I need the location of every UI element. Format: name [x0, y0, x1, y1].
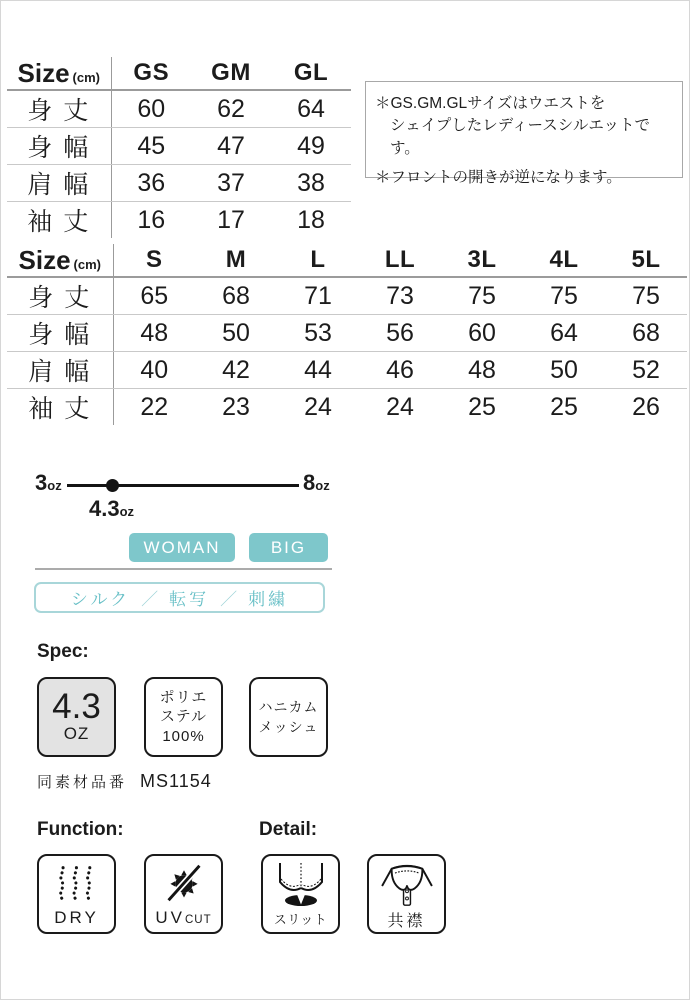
detail-shared-collar-box — [367, 854, 446, 934]
col-header-4l: 4L — [523, 244, 605, 277]
weight-scale-max: 8oz — [303, 470, 330, 495]
col-header-l: L — [277, 244, 359, 277]
size-table-main — [7, 244, 687, 425]
cell: 49 — [271, 128, 351, 165]
row-label: 身 丈 — [7, 90, 111, 128]
col-header-m: M — [195, 244, 277, 277]
cell: 50 — [195, 315, 277, 352]
cell: 53 — [277, 315, 359, 352]
cell: 24 — [386, 392, 414, 421]
size-table-women-title — [7, 57, 111, 90]
print-method-embroidery: 刺繍 — [248, 590, 289, 609]
steam-dry-icon — [56, 863, 98, 906]
detail-slit-box — [261, 854, 340, 934]
cell: 44 — [277, 352, 359, 389]
size-table-women — [7, 57, 351, 238]
weight-scale-line — [67, 484, 299, 487]
cell: 64 — [271, 90, 351, 128]
cell: 75 — [523, 277, 605, 315]
print-methods-box — [34, 582, 325, 613]
weight-scale-min: 3oz — [35, 470, 62, 495]
weight-scale-marker-dot — [106, 479, 119, 492]
cell: 75 — [605, 277, 687, 315]
detail-heading: Detail: — [259, 819, 318, 840]
size-notes-box — [365, 81, 683, 187]
cell: 68 — [605, 315, 687, 352]
cell: 16 — [137, 205, 166, 234]
function-dry-box — [37, 854, 116, 934]
fabric-line: メッシュ — [258, 719, 319, 735]
cell: 62 — [191, 90, 271, 128]
weight-scale-current: 4.3oz — [89, 496, 135, 521]
cell: 73 — [359, 277, 441, 315]
row-label: 身 丈 — [7, 277, 113, 315]
cell: 26 — [632, 392, 660, 421]
row-label: 袖 丈 — [7, 389, 113, 426]
slit-hem-icon — [274, 863, 328, 913]
badge-big: BIG — [249, 533, 328, 562]
note-line: シェイプしたレディースシルエットです。 — [390, 117, 651, 157]
cell: 71 — [277, 277, 359, 315]
cell: 40 — [113, 352, 195, 389]
cell: 47 — [191, 128, 271, 165]
function-uvcut-box — [144, 854, 223, 934]
uv-cut-sun-icon — [163, 863, 205, 908]
spec-material-box — [144, 677, 223, 757]
col-header-s: S — [113, 244, 195, 277]
cell: 42 — [195, 352, 277, 389]
cell: 52 — [605, 352, 687, 389]
cell: 25 — [468, 392, 496, 421]
table-row — [7, 352, 687, 389]
spec-fabric-box — [249, 677, 328, 757]
col-header-5l: 5L — [605, 244, 687, 277]
size-label: Size — [18, 244, 71, 275]
row-label: 身 幅 — [7, 128, 111, 165]
cell: 38 — [271, 165, 351, 202]
material-line: ステル — [160, 708, 207, 726]
size-unit: (cm) — [73, 256, 101, 272]
function-heading: Function: — [37, 819, 124, 840]
same-material-label: 同素材品番 — [37, 774, 128, 791]
badge-woman: WOMAN — [129, 533, 235, 562]
oz-unit: OZ — [63, 724, 90, 744]
size-label: Size — [17, 57, 70, 88]
oz-value: 4.3 — [52, 687, 101, 727]
cell: 45 — [111, 128, 191, 165]
divider-line — [35, 568, 332, 570]
table-row — [7, 202, 351, 239]
cell: 48 — [441, 352, 523, 389]
table-row — [7, 389, 687, 426]
cell: 75 — [441, 277, 523, 315]
size-table-main-title — [7, 244, 113, 277]
uvcut-label: UVCUT — [155, 907, 212, 927]
spec-heading: Spec: — [37, 641, 89, 662]
cell: 48 — [113, 315, 195, 352]
cell: 37 — [191, 165, 271, 202]
table-row — [7, 128, 351, 165]
row-label: 袖 丈 — [7, 202, 111, 239]
slash-separator: ／ — [141, 590, 159, 609]
same-material-row — [37, 771, 212, 792]
col-header-3l: 3L — [441, 244, 523, 277]
cell: 46 — [359, 352, 441, 389]
row-label: 身 幅 — [7, 315, 113, 352]
cell: 65 — [113, 277, 195, 315]
cell: 23 — [222, 392, 250, 421]
table-row — [7, 315, 687, 352]
cell: 36 — [111, 165, 191, 202]
table-row — [7, 277, 687, 315]
cell: 50 — [523, 352, 605, 389]
shared-collar-label: 共襟 — [387, 913, 426, 930]
cell: 68 — [195, 277, 277, 315]
print-method-transfer: 転写 — [169, 590, 210, 609]
cell: 60 — [111, 90, 191, 128]
row-label: 肩 幅 — [7, 165, 111, 202]
print-method-silk: シルク — [70, 590, 131, 609]
table-row — [7, 165, 351, 202]
dry-label: DRY — [54, 908, 99, 927]
cell: 56 — [359, 315, 441, 352]
note-line: ＊フロントの開きが逆になります。 — [375, 169, 622, 187]
col-header-gl: GL — [271, 57, 351, 90]
slit-label: スリット — [273, 912, 328, 927]
col-header-gs: GS — [111, 57, 191, 90]
cell: 64 — [523, 315, 605, 352]
cell: 17 — [217, 205, 245, 234]
table-row — [7, 90, 351, 128]
cell: 60 — [441, 315, 523, 352]
polo-collar-icon — [378, 863, 436, 914]
slash-separator: ／ — [220, 590, 238, 609]
spec-weight-box — [37, 677, 116, 757]
material-line: 100% — [162, 727, 205, 745]
col-header-gm: GM — [191, 57, 271, 90]
same-material-code: MS1154 — [140, 771, 212, 791]
cell: 18 — [297, 205, 325, 234]
col-header-ll: LL — [359, 244, 441, 277]
note-line: ＊GS.GM.GLサイズはウエストを — [375, 95, 606, 112]
cell: 24 — [304, 392, 332, 421]
row-label: 肩 幅 — [7, 352, 113, 389]
size-unit: (cm) — [72, 69, 100, 85]
cell: 25 — [550, 392, 578, 421]
cell: 22 — [140, 392, 169, 421]
material-line: ポリエ — [159, 688, 208, 706]
fabric-line: ハニカム — [258, 698, 319, 715]
